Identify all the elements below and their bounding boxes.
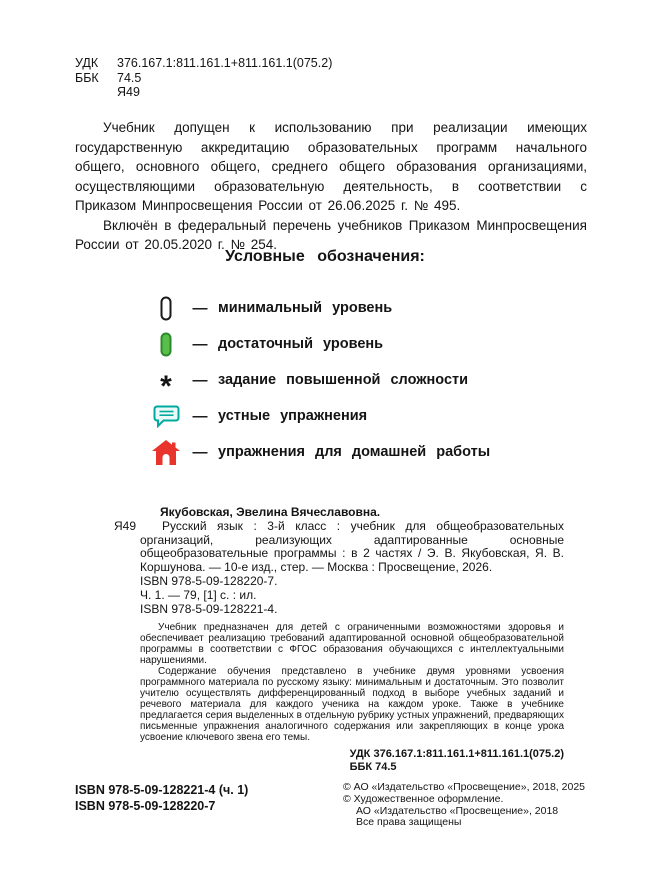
bbk-value: 74.5 <box>117 70 142 85</box>
bbk-top-line <box>75 71 332 86</box>
isbn-part-line: ISBN 978-5-09-128221-4 (ч. 1) <box>75 783 249 797</box>
annotation-paragraph-2: Содержание обучения представлено в учебнике двумя уровнями усвоения программного материала по русскому языку: минимальным и достаточным. Это позволит учителю осуществлять дифференцированный подход в выборе учебных заданий и речевого материала для каждого ученика на каждом уроке. Также в учебнике предлагается серия выделенных в отдельную рубрику устных упражнений, предваряющих письменные упражнения аналогичного содержания или закрепляющих в конце урока усвоение ключевого звена его темы. <box>140 666 564 744</box>
ya-entry-code: Я49 <box>114 518 137 533</box>
copyright-line-4: Все права защищены <box>356 816 462 829</box>
copyright-line-1: © АО «Издательство «Просвещение», 2018, 2025 <box>343 781 585 793</box>
capsule-green-icon <box>150 332 182 357</box>
udk-top-line <box>75 56 332 71</box>
legend-items <box>150 290 650 470</box>
asterisk-icon: * <box>160 370 172 403</box>
legend-section <box>0 248 650 470</box>
footer <box>75 782 585 829</box>
legend-item-sufficient-level <box>150 326 650 362</box>
part-line: Ч. 1. — 79, [1] с. : ил. <box>140 587 257 602</box>
federal-list-paragraph: Включён в федеральный перечень учебников Приказом Минпросвещения России от 20.05.2020 г. № 254. <box>75 217 587 252</box>
legend-item-label: минимальный уровень <box>218 300 393 316</box>
udk-label: УДК <box>75 56 99 70</box>
catalog-description: Русский язык : 3-й класс : учебник для общеобразовательных организаций, реализующих адаптированные основные общеобразовательные программы : в 2 частях / Э. В. Якубовская, Я. В. Коршунова. — 10-е изд., стер. — Москва : Просвещение, 2026. <box>140 518 564 575</box>
legend-item-label: достаточный уровень <box>218 336 384 352</box>
biblio-block <box>114 505 564 774</box>
dash: — <box>192 443 208 461</box>
isbn-line-1: ISBN 978-5-09-128220-7. <box>140 573 278 588</box>
catalog-entry <box>114 518 564 575</box>
bottom-codes-block <box>140 748 564 774</box>
isbn-full-line: ISBN 978-5-09-128220-7 <box>75 799 216 813</box>
house-icon <box>150 440 182 465</box>
speech-bubble-icon <box>150 405 182 428</box>
udk-value: 376.167.1:811.161.1+811.161.1(075.2) <box>117 56 333 70</box>
legend-item-homework-exercises <box>150 434 650 470</box>
approval-paragraph: Учебник допущен к использованию при реализации имеющих государственную аккредитацию образовательных программ начального общего, основного общего, среднего общего образования организациями, осуществляющими образовательную деятельность, в соответствии с Приказом Минпросвещения России от 26.06.2025 г. № 495. <box>75 120 587 213</box>
copyright-line-3: АО «Издательство «Просвещение», 2018 <box>356 804 559 817</box>
bbk-label: ББК <box>75 70 99 85</box>
legend-title: Условные обозначения: <box>225 248 425 265</box>
capsule-outline-icon <box>150 296 182 321</box>
copyright-line-2: © Художественное оформление. <box>343 792 504 805</box>
author-line: Якубовская, Эвелина Вячеславовна. <box>160 505 381 519</box>
dash: — <box>192 407 208 425</box>
isbn-footer-block <box>75 782 248 814</box>
dash: — <box>192 335 208 353</box>
bbk-bottom: ББК 74.5 <box>349 761 397 774</box>
ya-code: Я49 <box>117 85 140 99</box>
dash: — <box>192 371 208 389</box>
udk-bottom: УДК 376.167.1:811.161.1+811.161.1(075.2) <box>349 748 564 761</box>
top-codes-block <box>75 56 332 100</box>
legend-item-label: упражнения для домашней работы <box>218 444 491 460</box>
annotation-paragraph-1: Учебник предназначен для детей с ограниченными возможностями здоровья и обеспечивает реализацию требований адаптированной основной общеобразовательной программы в соответствии с ФГОС образования обучающихся с интеллектуальными нарушениями. <box>140 622 564 667</box>
legend-item-minimal-level <box>150 290 650 326</box>
intro-block <box>75 118 587 255</box>
legend-item-advanced-task <box>150 362 650 403</box>
dash: — <box>192 299 208 317</box>
legend-item-oral-exercises <box>150 398 650 434</box>
ya-code-line <box>75 85 332 100</box>
annotation-block <box>140 622 564 743</box>
copyright-block <box>343 782 585 829</box>
isbn-line-2: ISBN 978-5-09-128221-4. <box>140 601 278 616</box>
legend-item-label: задание повышенной сложности <box>218 372 469 388</box>
legend-item-label: устные упражнения <box>218 408 368 424</box>
